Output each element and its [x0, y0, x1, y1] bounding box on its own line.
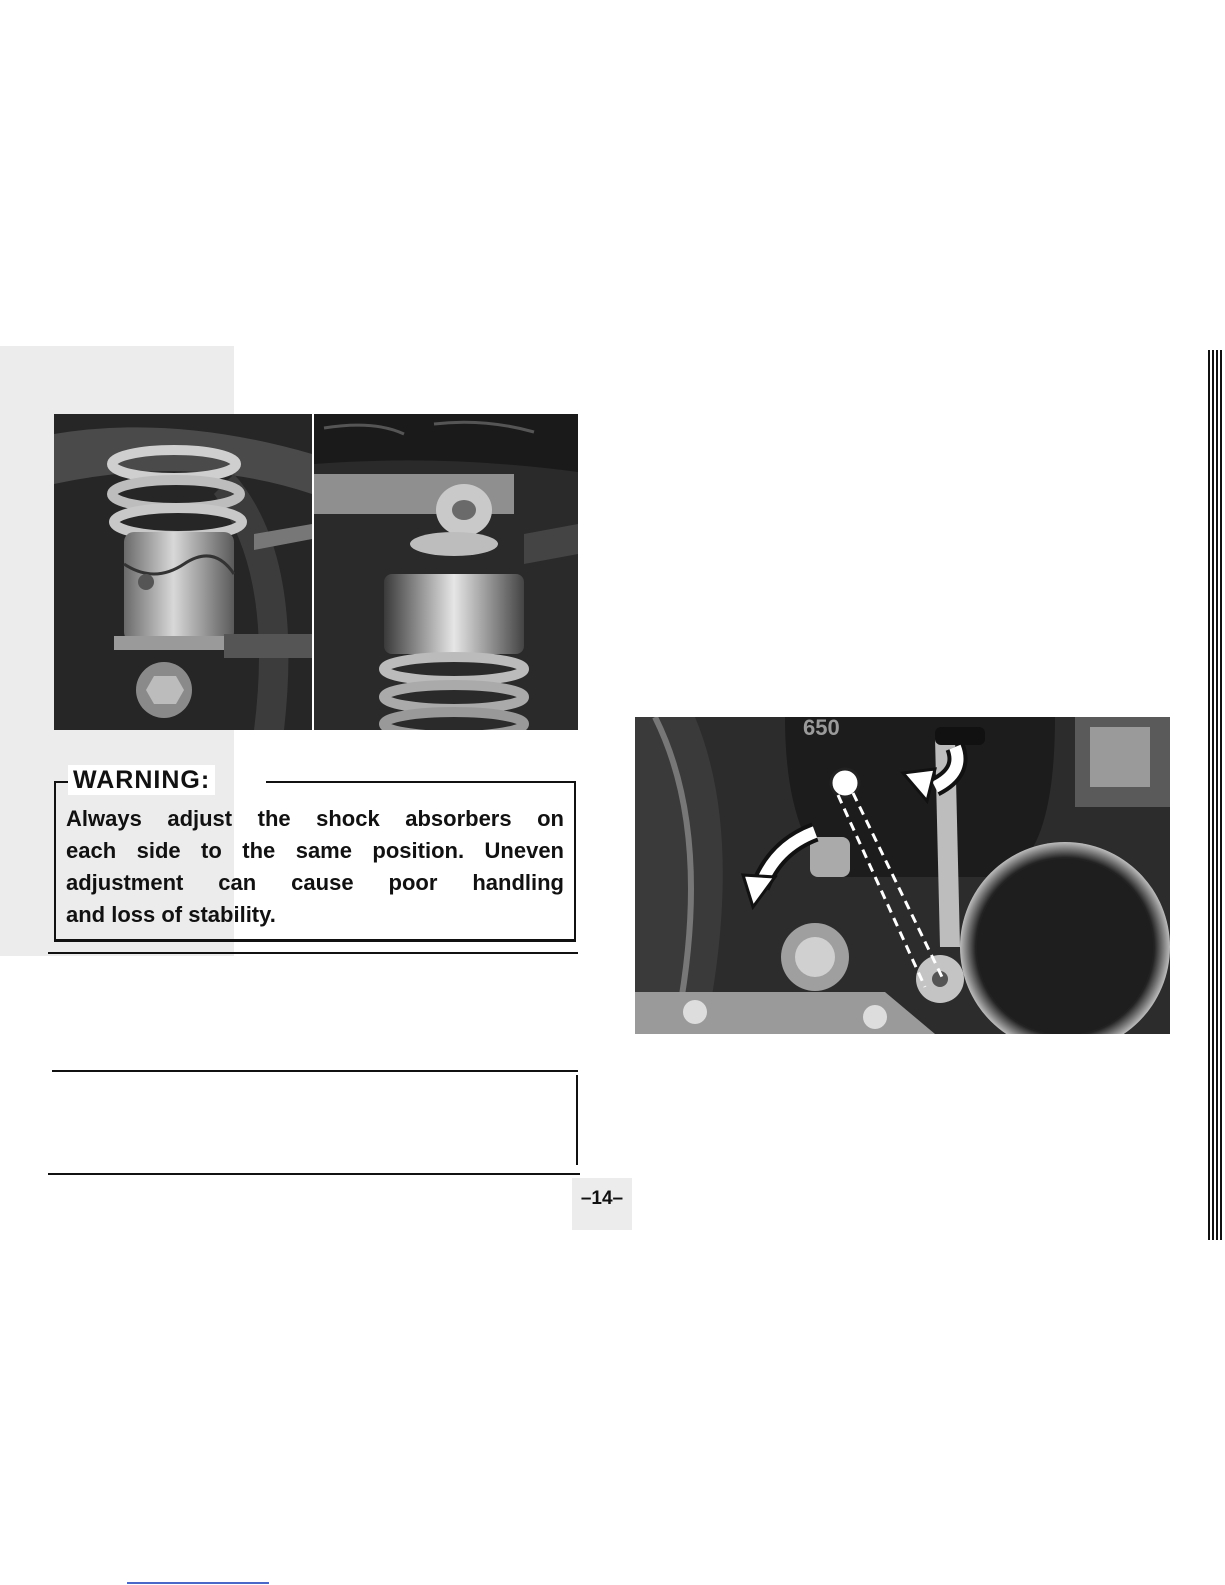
warning-line: and loss of stability. — [66, 902, 276, 927]
warning-line: each side to the same position. Uneven — [66, 838, 564, 863]
tank-badge-text: 650 — [803, 717, 840, 740]
warning-line: Always adjust the shock absorbers on — [66, 806, 564, 831]
page-number-box — [572, 1178, 632, 1230]
section-rule-vertical — [576, 1075, 578, 1165]
photo-shock-absorber-upper-mount — [314, 414, 578, 730]
photo-brake-pedal-adjustment — [635, 717, 1170, 1034]
section-rule — [48, 952, 578, 954]
warning-text — [66, 803, 564, 931]
page-number: –14– — [580, 1188, 624, 1209]
warning-line: adjustment can cause poor handling — [66, 870, 564, 895]
section-rule — [52, 1070, 578, 1072]
photo-shock-absorber-adjuster — [54, 414, 312, 730]
warning-border-right-segment — [266, 781, 574, 783]
footer-link-underline — [127, 1582, 269, 1584]
warning-title: WARNING: — [68, 765, 215, 795]
binding-edge-stripes — [1208, 350, 1224, 1240]
warning-border-left-segment — [56, 781, 68, 783]
warning-box — [54, 766, 576, 942]
section-rule — [48, 1173, 580, 1175]
